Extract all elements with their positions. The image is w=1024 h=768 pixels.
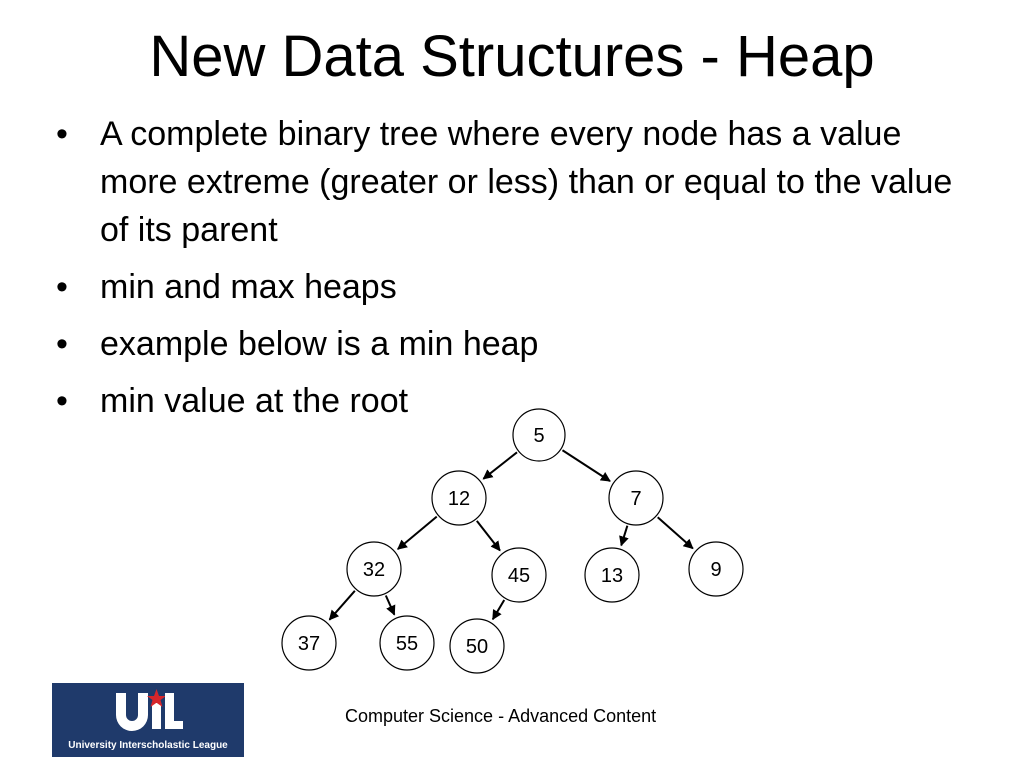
tree-node-label: 13: [600, 565, 624, 587]
bullet-text: A complete binary tree where every node has a value more extreme (greater or less) than or equal to the value of its parent: [100, 115, 953, 249]
tree-node-label: 12: [447, 488, 471, 510]
tree-node-label: 55: [395, 633, 419, 655]
tree-edge-arrow: [562, 450, 610, 481]
tree-node-label: 50: [465, 636, 489, 658]
bullet-marker: •: [56, 325, 68, 363]
tree-node: [689, 542, 743, 596]
node-layer: [282, 409, 743, 673]
tree-node: [282, 616, 336, 670]
tree-node: [450, 619, 504, 673]
tree-edge-arrow: [329, 591, 354, 620]
tree-edge-arrow: [483, 452, 517, 478]
tree-edge-arrow: [477, 521, 500, 551]
bullet-marker: •: [56, 268, 68, 306]
tree-edge-arrow: [621, 526, 627, 546]
bullet-text: example below is a min heap: [100, 325, 539, 363]
uil-logo-caption: University Interscholastic League: [68, 740, 228, 751]
tree-node: [432, 471, 486, 525]
tree-node: [609, 471, 663, 525]
tree-node-label: 45: [507, 565, 531, 587]
bullet-text: min and max heaps: [100, 268, 397, 306]
tree-edge-arrow: [658, 517, 693, 548]
tree-node: [585, 548, 639, 602]
tree-node-label: 5: [533, 425, 545, 447]
tree-node: [380, 616, 434, 670]
bullet-marker: •: [56, 382, 68, 420]
tree-node: [492, 548, 546, 602]
tree-edge-arrow: [493, 600, 504, 619]
tree-node: [347, 542, 401, 596]
bullet-marker: •: [56, 115, 68, 153]
bullet-text: min value at the root: [100, 382, 409, 420]
tree-node-label: 37: [297, 633, 321, 655]
slide-title: New Data Structures - Heap: [149, 24, 875, 89]
uil-logo-mark: [114, 689, 184, 731]
footer-text: Computer Science - Advanced Content: [345, 706, 657, 726]
uil-logo: [52, 683, 244, 757]
tree-edge-arrow: [398, 517, 437, 550]
tree-node: [513, 409, 565, 461]
tree-node-label: 32: [362, 559, 386, 581]
tree-node-label: 7: [630, 488, 642, 510]
tree-node-label: 9: [710, 559, 722, 581]
tree-edge-arrow: [386, 595, 395, 614]
